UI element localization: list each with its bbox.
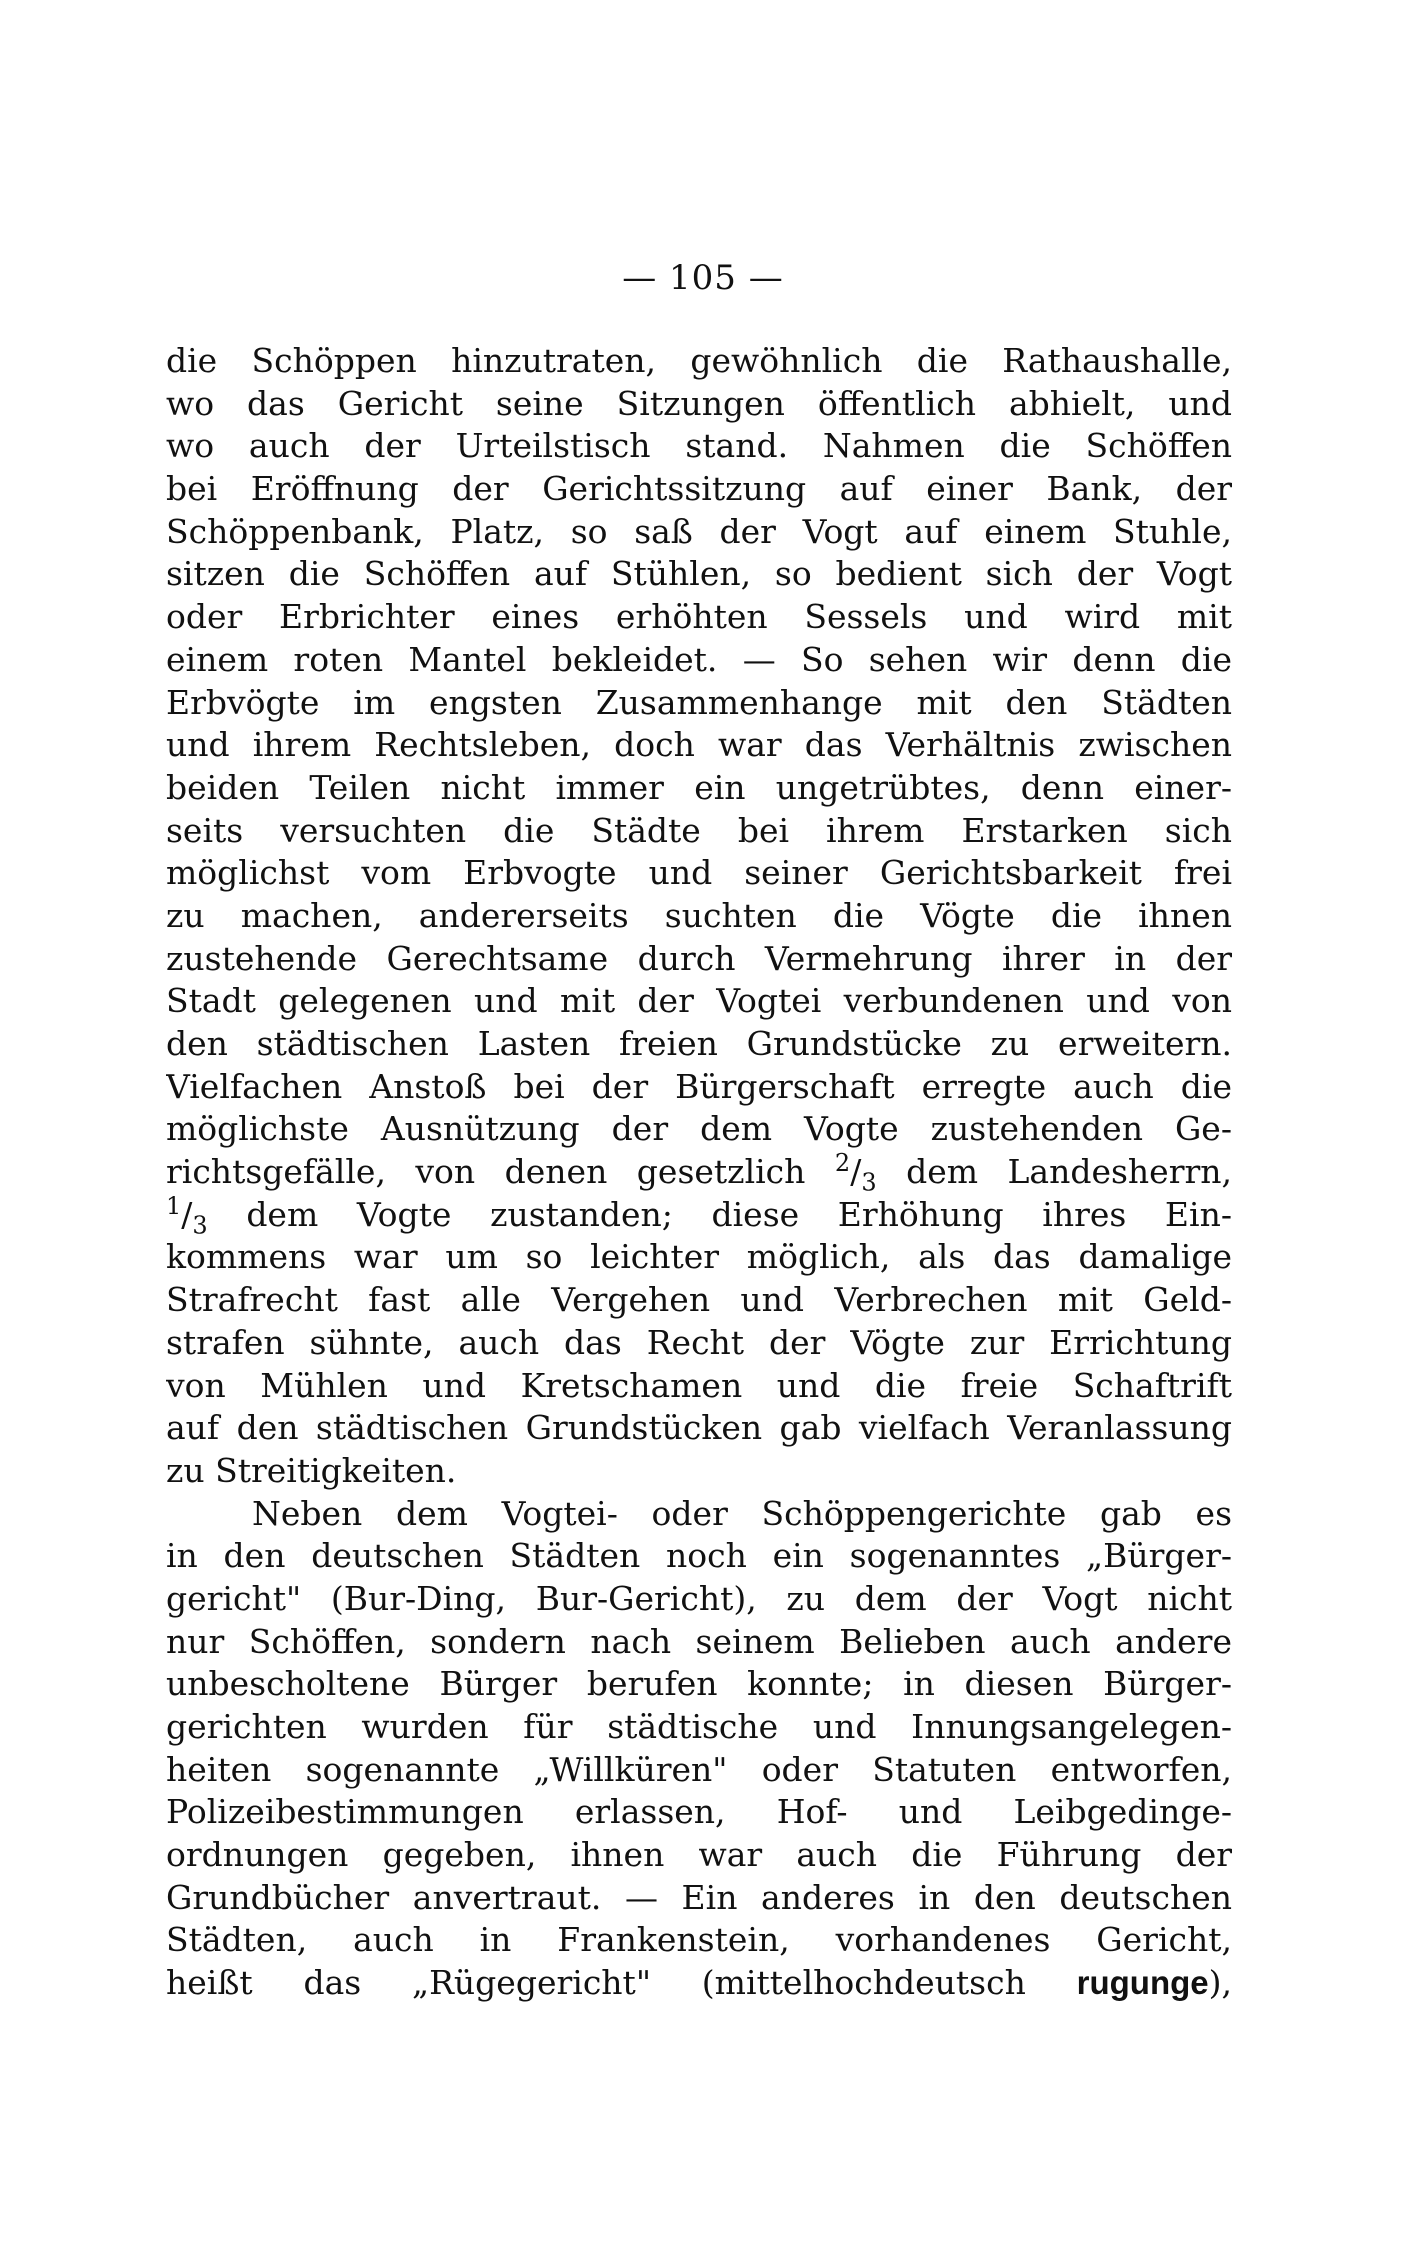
paragraph-2: [166, 1493, 1232, 2005]
text-line: kommens war um so leichter möglich, als das damalige: [166, 1237, 1232, 1277]
text-line: Stadt gelegenen und mit der Vogtei verbundenen und von: [166, 981, 1232, 1021]
text-line: beiden Teilen nicht immer ein ungetrübtes, denn einer-: [166, 767, 1232, 807]
text-fragment: heißt das „Rügegericht" (mittelhochdeutsch: [166, 1963, 1026, 2003]
text-line: wo das Gericht seine Sitzungen öffentlich abhielt, und: [166, 383, 1232, 423]
text-line: bei Eröffnung der Gerichtssitzung auf einer Bank, der: [166, 469, 1232, 509]
text-line: Strafrecht fast alle Vergehen und Verbrechen mit Geld-: [166, 1280, 1232, 1320]
text-line: zu machen, andererseits suchten die Vögte die ihnen: [166, 895, 1232, 935]
text-line: von Mühlen und Kretschamen und die freie Schaftrift: [166, 1365, 1232, 1405]
fraction-numerator: 2: [834, 1151, 851, 1178]
paragraph-1: [166, 340, 1232, 1493]
antiqua-term: rugunge: [1076, 1964, 1209, 2002]
text-line: Vielfachen Anstoß bei der Bürgerschaft erregte auch die: [166, 1066, 1232, 1106]
text-line: auf den städtischen Grundstücken gab vielfach Veranlassung: [166, 1408, 1232, 1448]
text-line: strafen sühnte, auch das Recht der Vögte zur Errichtung: [166, 1322, 1232, 1362]
text-line: Städten, auch in Frankenstein, vorhandenes Gericht,: [166, 1920, 1232, 1960]
text-line: Neben dem Vogtei- oder Schöppengerichte gab es: [252, 1493, 1232, 1533]
text-line: einem roten Mantel bekleidet. — So sehen wir denn die: [166, 639, 1232, 679]
text-line: oder Erbrichter eines erhöhten Sessels und wird mit: [166, 597, 1232, 637]
text-line: Erbvögte im engsten Zusammenhange mit den Städten: [166, 682, 1232, 722]
body-text: [166, 340, 1232, 2005]
text-line: den städtischen Lasten freien Grundstücke zu erweitern.: [166, 1024, 1232, 1063]
text-line: die Schöppen hinzutraten, gewöhnlich die Rathaushalle,: [166, 341, 1232, 380]
text-line: gericht" (Bur-Ding, Bur-Gericht), zu dem der Vogt nicht: [166, 1578, 1232, 1618]
text-line: unbescholtene Bürger berufen konnte; in diesen Bürger-: [166, 1664, 1232, 1704]
text-line: seits versuchten die Städte bei ihrem Erstarken sich: [166, 810, 1232, 850]
text-line: und ihrem Rechtsleben, doch war das Verhältnis zwischen: [166, 725, 1232, 765]
text-line: Polizeibestimmungen erlassen, Hof- und Leibgedinge-: [166, 1792, 1232, 1832]
text-line-with-term: [166, 1962, 1232, 2005]
text-line: nur Schöffen, sondern nach seinem Belieben auch andere: [166, 1621, 1232, 1661]
page-number: — 105 —: [622, 258, 784, 298]
text-line: Schöppenbank, Platz, so saß der Vogt auf einem Stuhle,: [166, 511, 1232, 551]
text-line: zu Streitigkeiten.: [166, 1450, 457, 1490]
text-line: Grundbücher anvertraut. — Ein anderes in den deutschen: [166, 1877, 1232, 1917]
text-line: ordnungen gegeben, ihnen war auch die Führung der: [166, 1835, 1232, 1875]
text-line: möglichst vom Erbvogte und seiner Gerichtsbarkeit frei: [166, 853, 1232, 893]
fraction-denominator: 3: [192, 1211, 208, 1237]
text-fragment: dem Vogte zustanden; diese Erhöhung ihres Ein-: [246, 1194, 1232, 1234]
text-line: heiten sogenannte „Willküren" oder Statuten entworfen,: [166, 1749, 1232, 1789]
text-fragment: richtsgefälle, von denen gesetzlich: [166, 1152, 806, 1192]
fraction-denominator: 3: [861, 1168, 877, 1194]
text-line-with-fraction: richtsgefälle, von denen gesetzlich $^2/_3$ dem Landesherrn,: [166, 1151, 1232, 1194]
text-line: in den deutschen Städten noch ein sogenanntes „Bürger-: [166, 1536, 1232, 1576]
text-line: zustehende Gerechtsame durch Vermehrung ihrer in der: [166, 938, 1232, 978]
text-line: sitzen die Schöffen auf Stühlen, so bedient sich der Vogt: [166, 554, 1232, 594]
text-line-with-fraction: $^1/_3$ dem Vogte zustanden; diese Erhöhung ihres Ein-: [166, 1194, 1232, 1237]
text-fragment: dem Landesherrn,: [906, 1152, 1232, 1192]
text-fragment: ),: [1208, 1963, 1232, 2003]
text-line: gerichten wurden für städtische und Innungsangelegen-: [166, 1707, 1232, 1746]
text-line: möglichste Ausnützung der dem Vogte zustehenden Ge-: [166, 1109, 1232, 1149]
text-line: wo auch der Urteilstisch stand. Nahmen die Schöffen: [166, 426, 1232, 466]
fraction-numerator: 1: [166, 1193, 182, 1220]
